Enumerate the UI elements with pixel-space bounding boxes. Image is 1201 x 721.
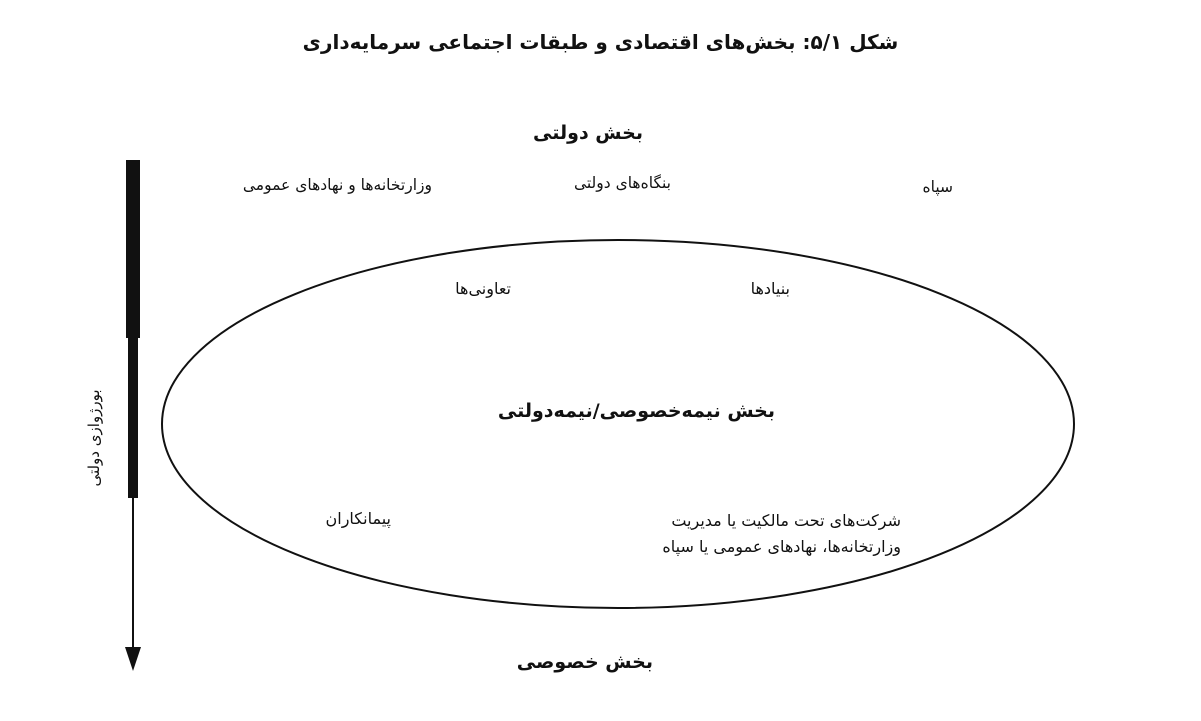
ministries-label: وزارتخانه‌ها و نهادهای عمومی (242, 176, 432, 194)
cooperatives-label: تعاونی‌ها (455, 279, 511, 298)
axis-bar-thick (126, 160, 140, 338)
state-firms-label: بنگاه‌های دولتی (573, 174, 671, 192)
foundations-label: بنیادها (750, 279, 790, 298)
contractors-label: پیمانکاران (325, 509, 391, 528)
state-sector-heading: بخش دولتی (533, 122, 643, 144)
axis-arrowhead (125, 647, 141, 671)
companies-label-line1: شرکت‌های تحت مالکیت یا مدیریت (671, 511, 901, 530)
axis-bar-medium (128, 338, 138, 498)
figure-title: شکل ۵/۱: بخش‌های اقتصادی و طبقات اجتماعی سرمایه‌داری (302, 30, 899, 54)
semi-sector-ellipse (162, 240, 1074, 608)
semi-sector-heading: بخش نیمه‌خصوصی/نیمه‌دولتی (497, 400, 775, 422)
private-sector-heading: بخش خصوصی (516, 651, 653, 673)
companies-label-line2: وزارتخانه‌ها، نهادهای عمومی یا سپاه (662, 537, 901, 556)
army-label: سپاه (922, 178, 953, 196)
state-bourgeoisie-axis-label: بورژوازی دولتی (85, 389, 103, 487)
